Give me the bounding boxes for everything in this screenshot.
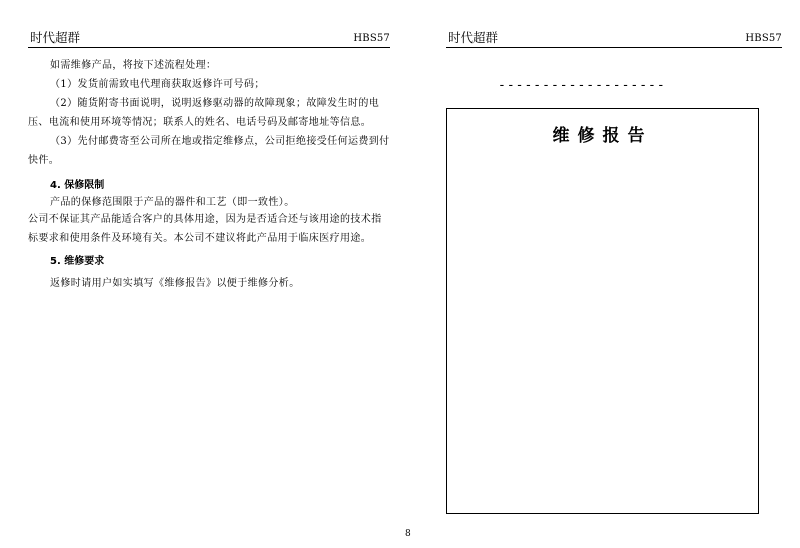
- repair-report-box: [446, 108, 759, 514]
- left-page-header: [28, 30, 390, 46]
- right-page: [446, 0, 782, 548]
- left-page-content: [28, 56, 390, 293]
- repair-requirement-text: 返修时请用户如实填写《维修报告》以便于维修分析。: [50, 278, 300, 289]
- cut-line: -------------------: [498, 78, 666, 93]
- repair-intro: 如需维修产品，将按下述流程处理：: [50, 60, 217, 71]
- header-rule: [446, 47, 782, 48]
- brand-name: 时代超群: [30, 30, 81, 45]
- right-page-header: [446, 30, 782, 46]
- repair-step-2: （2）随货附寄书面说明，说明返修驱动器的故障现象；故障发生时的电压、电流和使用环境等情况；联系人的姓名、电话号码及邮寄地址等信息。: [28, 98, 380, 128]
- brand-name: 时代超群: [448, 30, 499, 45]
- section-heading-warranty-limits: 4. 保修限制: [50, 180, 105, 191]
- warranty-disclaimer: 公司不保证其产品能适合客户的具体用途，因为是否适合还与该用途的技术指标要求和使用条件及环境有关。本公司不建议将此产品用于临床医疗用途。: [28, 214, 382, 244]
- repair-step-1: （1）发货前需致电代理商获取返修许可号码；: [50, 79, 265, 90]
- warranty-scope: 产品的保修范围限于产品的器件和工艺（即一致性）。: [50, 197, 295, 208]
- repair-step-3: （3）先付邮费寄至公司所在地或指定维修点，公司拒绝接受任何运费到付快件。: [28, 136, 390, 166]
- header-rule: [28, 47, 390, 48]
- model-number: HBS57: [353, 33, 390, 44]
- section-heading-repair-requirements: 5. 维修要求: [50, 256, 105, 267]
- left-page: [28, 0, 390, 548]
- model-number: HBS57: [745, 33, 782, 44]
- page-number: 8: [405, 529, 411, 539]
- repair-report-title: 维修报告: [552, 126, 653, 146]
